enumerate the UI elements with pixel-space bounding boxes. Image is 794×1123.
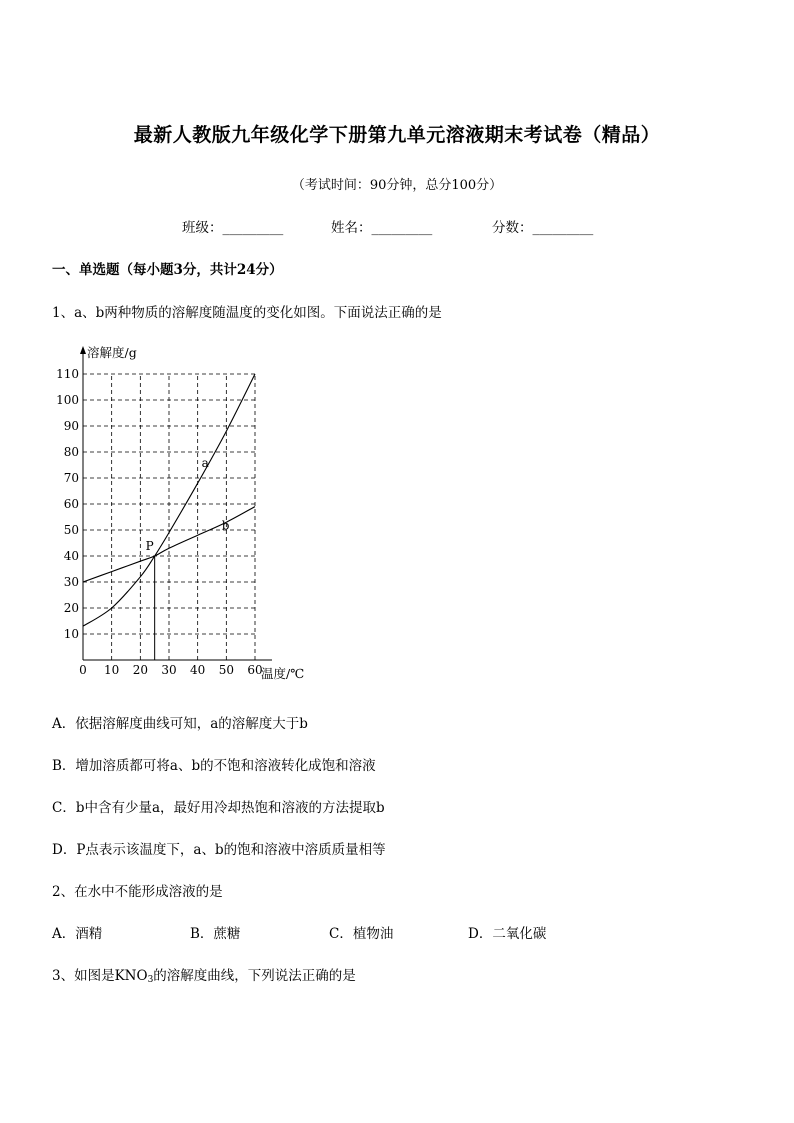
q1-option-d: D．P点表示该温度下，a、b的饱和溶液中溶质质量相等 — [52, 842, 386, 858]
x-tick-label-0: 0 — [79, 663, 87, 677]
point-p-label: P — [145, 539, 154, 553]
q1-option-b: B．增加溶质都可将a、b的不饱和溶液转化成饱和溶液 — [52, 758, 376, 774]
x-tick-label-40: 40 — [190, 663, 206, 677]
class-field — [182, 216, 283, 236]
y-tick-label-80: 80 — [63, 445, 79, 459]
score-field — [492, 216, 593, 236]
x-tick-label-10: 10 — [104, 663, 120, 677]
x-tick-label-30: 30 — [161, 663, 177, 677]
y-tick-label-70: 70 — [63, 471, 79, 485]
question-3-stem — [52, 964, 356, 985]
x-axis-label: 温度/℃ — [261, 666, 305, 681]
q1-option-c: C．b中含有少量a，最好用冷却热饱和溶液的方法提取b — [52, 800, 385, 816]
exam-subtitle: （考试时间：90分钟，总分100分） — [291, 178, 503, 193]
x-tick-label-60: 60 — [247, 663, 263, 677]
q3-stem-after: 的溶解度曲线，下列说法正确的是 — [153, 968, 356, 984]
name-blank: _________ — [371, 220, 433, 236]
q3-stem-subscript: 3 — [147, 975, 154, 985]
y-axis-label: 溶解度/g — [87, 345, 137, 360]
y-tick-label-50: 50 — [63, 523, 79, 537]
name-field — [331, 216, 432, 236]
curve-label-a: a — [201, 456, 209, 470]
q2-option-d: D．二氧化碳 — [468, 926, 547, 942]
q2-option-a: A．酒精 — [52, 926, 103, 942]
x-tick-label-50: 50 — [218, 663, 234, 677]
y-tick-label-90: 90 — [63, 419, 79, 433]
y-tick-label-40: 40 — [63, 549, 79, 563]
exam-title: 最新人教版九年级化学下册第九单元溶液期末考试卷（精品） — [133, 124, 661, 146]
chart-tick-labels — [56, 367, 263, 677]
name-label: 姓名： — [331, 220, 372, 236]
solubility-chart — [50, 338, 330, 684]
chart-grid — [83, 374, 255, 660]
y-tick-label-20: 20 — [63, 601, 79, 615]
y-tick-label-30: 30 — [63, 575, 79, 589]
q1-option-a: A．依据溶解度曲线可知，a的溶解度大于b — [52, 716, 308, 732]
q2-option-b: B．蔗糖 — [190, 926, 241, 942]
question-2-stem: 2、在水中不能形成溶液的是 — [52, 884, 223, 900]
y-tick-label-110: 110 — [56, 367, 79, 381]
x-tick-label-20: 20 — [132, 663, 148, 677]
class-blank: _________ — [222, 220, 284, 236]
q2-option-c: C．植物油 — [329, 926, 394, 942]
score-blank: _________ — [532, 220, 594, 236]
class-label: 班级： — [182, 220, 223, 236]
question-1-stem: 1、a、b两种物质的溶解度随温度的变化如图。下面说法正确的是 — [52, 305, 442, 321]
chart-axes — [80, 346, 272, 660]
y-tick-label-60: 60 — [63, 497, 79, 511]
y-axis-arrow — [80, 346, 86, 354]
score-label: 分数： — [492, 220, 533, 236]
q3-stem-before: 3、如图是KNO — [52, 968, 148, 984]
section-title: 一、单选题（每小题3分，共计24分） — [52, 262, 283, 278]
y-tick-label-100: 100 — [56, 393, 79, 407]
y-tick-label-10: 10 — [63, 627, 79, 641]
curve-label-b: b — [221, 518, 230, 533]
